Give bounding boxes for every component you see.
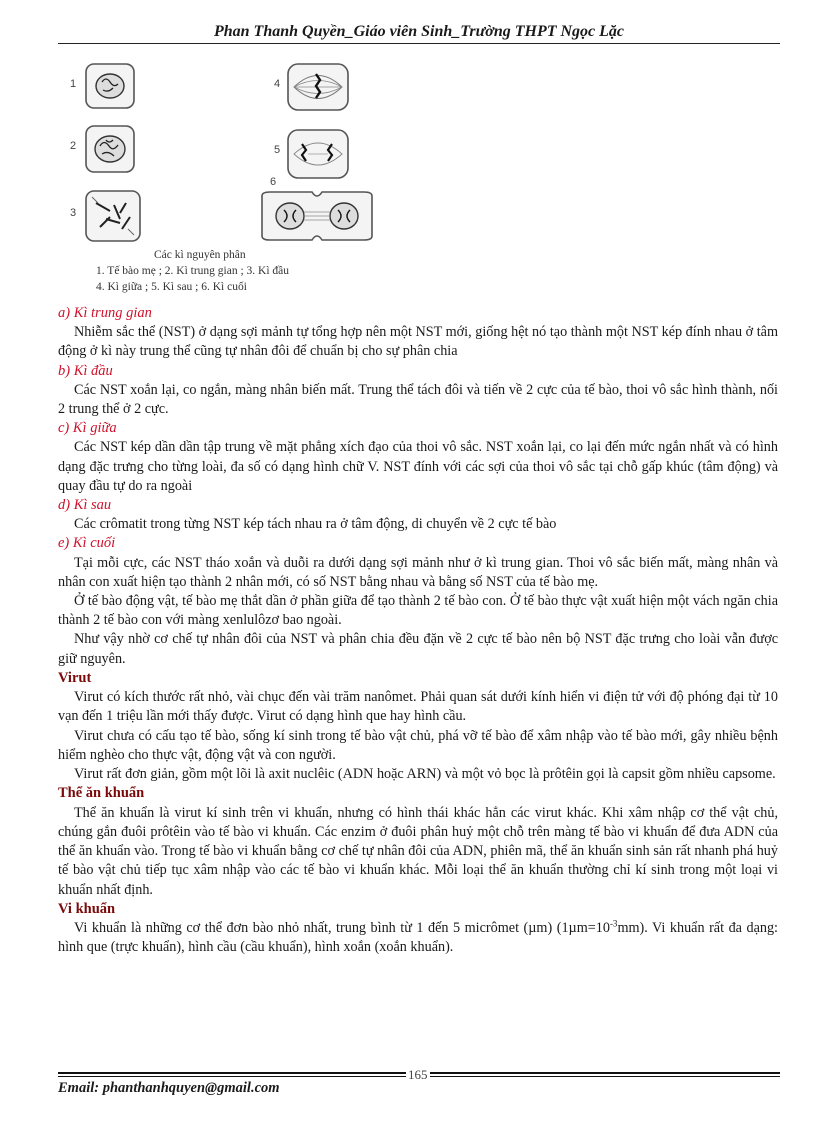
prophase-heading: b) Kì đầu	[58, 362, 113, 379]
bacteria-text-a: Vi khuẩn là những cơ thể đơn bào nhỏ nhất, trung bình từ 1 đến 5 micrômet (µm) (1µm=10	[74, 920, 610, 937]
figure-caption-title: Các kì nguyên phân	[154, 249, 246, 261]
bacteria-heading: Vi khuẩn	[58, 900, 116, 917]
figure-label-5: 5	[274, 144, 281, 156]
figure-label-2: 2	[70, 140, 77, 152]
telophase-paragraph-2: Ở tế bào động vật, tế bào mẹ thắt dần ở phần giữa để tạo thành 2 tế bào con. Ở tế bào thực vật xuất hiện một vách ngăn chia thành 2 tế bào con với màng xenlulôzơ bao ngoài.	[58, 593, 778, 629]
header-divider	[58, 43, 780, 44]
metaphase-heading: c) Kì giữa	[58, 420, 117, 437]
figure-label-6: 6	[270, 176, 277, 188]
figure-label-1: 1	[70, 78, 77, 90]
virus-paragraph-2: Virut chưa có cấu tạo tế bào, sống kí sinh trong tế bào vật chủ, phá vỡ tế bào để xâm nhập vào tế bào mới, gây nhiều bệnh hiểm nghèo cho thực vật, động vật và con người.	[58, 727, 778, 763]
mother-cell-drawing	[84, 62, 136, 110]
bacteria-paragraph	[58, 919, 778, 957]
virus-paragraph-3: Virut rất đơn giản, gồm một lõi là axit nuclêic (ADN hoặc ARN) và một vỏ bọc là prôtêin gọi là capsit gồm nhiều capsome.	[74, 766, 776, 783]
interphase-heading: a) Kì trung gian	[58, 305, 152, 321]
telophase-paragraph-1: Tại mỗi cực, các NST tháo xoắn và duỗi ra dưới dạng sợi mảnh như ở kì trung gian. Thoi vô sắc biến mất, màng nhân và nhân con xuất hiện tạo thành 2 nhân mới, có số NST bằng nhau và bằng số NST của tế bào mẹ.	[58, 554, 778, 590]
telophase-paragraph-3: Như vậy nhờ cơ chế tự nhân đôi của NST và phân chia đều đặn về 2 cực tế bào nên bộ NST đặc trưng cho loài vẫn được giữ nguyên.	[58, 631, 778, 667]
figure-caption-line1: 1. Tế bào mẹ ; 2. Kì trung gian ; 3. Kì đầu	[96, 265, 290, 277]
footer-email: Email: phanthanhquyen@gmail.com	[58, 1080, 280, 1096]
telophase-cell-drawing	[258, 190, 376, 242]
anaphase-heading: d) Kì sau	[58, 497, 112, 514]
interphase-paragraph: Nhiễm sắc thể (NST) ở dạng sợi mảnh tự tổng hợp nên một NST mới, giống hệt nó tạo thành một NST kép đính nhau ở tâm động ở kì này trung thể cũng tự nhân đôi để chuẩn bị cho sự phân chia	[58, 324, 778, 360]
bacteria-text-b: mm). Vi khuẩn rất đa dạng: hình que (trực khuẩn), hình cầu (cầu khuẩn), hình xoắn (xoắn khuẩn).	[58, 920, 778, 956]
figure-label-4: 4	[274, 78, 281, 90]
interphase-cell-drawing	[84, 124, 136, 174]
virus-heading: Virut	[58, 669, 92, 686]
figure-label-3: 3	[70, 207, 77, 219]
mitosis-figure	[62, 56, 382, 300]
anaphase-paragraph: Các crômatit trong từng NST kép tách nhau ra ở tâm động, di chuyển về 2 cực tế bào	[74, 516, 557, 533]
page-content	[58, 304, 778, 958]
metaphase-paragraph: Các NST kép dần dần tập trung về mặt phẳng xích đạo của thoi vô sắc. NST xoắn lại, co lại đến mức ngắn nhất và có hình dạng đặc trưng cho từng loài, đa số có dạng hình chữ V. NST đính với các sợi của thoi vô sắc tại chỗ gấp khúc (tâm động) và quay đầu tự do ra ngoài	[58, 439, 778, 494]
anaphase-cell-drawing	[286, 128, 350, 180]
virus-paragraph-1: Virut có kích thước rất nhỏ, vài chục đến vài trăm nanômet. Phải quan sát dưới kính hiển vi điện tử với độ phóng đại từ 10 vạn đến 1 triệu lần mới thấy được. Virut có dạng hình que hay hình cầu.	[58, 689, 778, 725]
bacteria-exponent: -3	[609, 918, 618, 929]
metaphase-cell-drawing	[286, 62, 350, 112]
figure-caption-line2: 4. Kì giữa ; 5. Kì sau ; 6. Kì cuối	[96, 281, 247, 293]
page-header-title: Phan Thanh Quyền_Giáo viên Sinh_Trường THPT Ngọc Lặc	[213, 23, 625, 40]
phage-heading: Thể ăn khuẩn	[58, 785, 145, 802]
page-number: 165	[408, 1067, 428, 1082]
phage-paragraph: Thể ăn khuẩn là virut kí sinh trên vi khuẩn, nhưng có hình thái khác hẳn các virut khác. Khi xâm nhập cơ thể vật chủ, chúng gắn đuôi prôtêin vào tế bào vi khuẩn. Các enzim ở đuôi phân huỷ một chỗ trên màng tế bào vi khuẩn để đưa ADN của thể ăn khuẩn vào. Trong tế bào vi khuẩn bằng cơ chế tự nhân đôi của ADN, phiên mã, thể ăn khuẩn sinh sản rất nhanh phá huỷ tế bào vật chủ tiếp tục xâm nhập vào các tế bào vi khuẩn khác. Mỗi loại thể ăn khuẩn thường chỉ kí sinh trong một loại vi khuẩn nhất định.	[58, 804, 778, 898]
telophase-heading: e) Kì cuối	[58, 535, 116, 552]
prophase-paragraph: Các NST xoắn lại, co ngắn, màng nhân biến mất. Trung thể tách đôi và tiến về 2 cực của tế bào, thoi vô sắc hình thành, nối 2 trung thể ở 2 cực.	[58, 381, 778, 418]
prophase-cell-drawing	[84, 189, 142, 243]
